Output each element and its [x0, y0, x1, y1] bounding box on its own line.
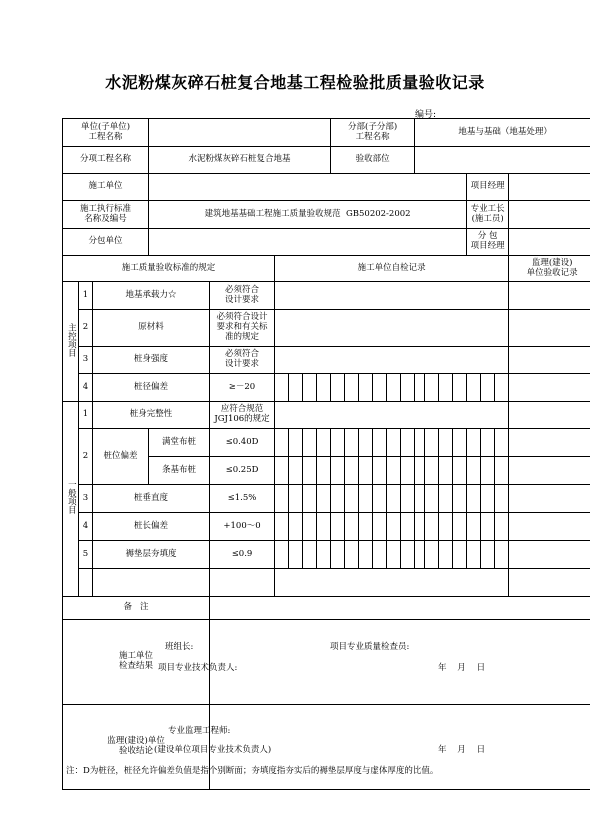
supervisor-cell[interactable]	[509, 457, 590, 485]
check-cell[interactable]	[345, 513, 359, 541]
check-cell[interactable]	[425, 513, 439, 541]
supervisor-cell[interactable]	[509, 569, 590, 597]
check-cell[interactable]	[317, 374, 331, 402]
main-item-row	[63, 310, 590, 347]
check-cell[interactable]	[467, 429, 481, 457]
check-cell[interactable]	[415, 485, 425, 513]
check-cell[interactable]	[317, 457, 331, 485]
construction-result-area[interactable]	[210, 620, 590, 705]
main-item-row	[63, 347, 590, 374]
check-cell[interactable]	[401, 429, 415, 457]
item-requirement: ≤1.5%	[210, 485, 275, 513]
item-no: 4	[79, 513, 93, 541]
check-cell[interactable]	[401, 374, 415, 402]
supervisor-cell[interactable]	[509, 374, 590, 402]
check-cell[interactable]	[401, 485, 415, 513]
check-cell[interactable]	[359, 513, 373, 541]
team-leader-label: 班组长:	[165, 642, 194, 652]
check-cell[interactable]	[289, 513, 303, 541]
check-cell[interactable]	[387, 485, 401, 513]
check-cell[interactable]	[303, 374, 317, 402]
remarks-label: 备 注	[63, 597, 210, 620]
item-requirement: ≤0.25D	[210, 457, 275, 485]
check-cell[interactable]	[289, 429, 303, 457]
owner-rep-label: (建设单位项目专业技术负责人)	[154, 745, 272, 755]
check-cell[interactable]	[467, 485, 481, 513]
check-cell[interactable]	[317, 485, 331, 513]
check-cell[interactable]	[439, 429, 453, 457]
check-cell[interactable]	[387, 541, 401, 569]
item-name: 桩垂直度	[93, 485, 210, 513]
supervisor-cell[interactable]	[509, 402, 590, 429]
unit-project-value[interactable]	[149, 119, 331, 147]
item-requirement: 必须符合设计 要求和有关标 准的规定	[210, 310, 275, 347]
construction-result-label: 施工单位 检查结果	[63, 620, 210, 705]
check-cell[interactable]	[415, 429, 425, 457]
item-no: 3	[79, 347, 93, 374]
check-cell[interactable]	[467, 374, 481, 402]
item-no: 2	[79, 310, 93, 347]
supervisor-cell[interactable]	[509, 485, 590, 513]
check-cell[interactable]	[453, 457, 467, 485]
check-cell[interactable]	[467, 541, 481, 569]
main-item-row	[63, 374, 590, 402]
check-cell[interactable]	[331, 513, 345, 541]
supervisor-column-header: 监理(建设) 单位验收记录	[509, 256, 590, 282]
subcontractor-label: 分包单位	[63, 229, 149, 256]
item-name	[93, 569, 210, 597]
self-check-cell[interactable]	[275, 347, 509, 374]
check-cell[interactable]	[495, 485, 509, 513]
remarks-value[interactable]	[210, 597, 590, 620]
check-cell[interactable]	[331, 485, 345, 513]
check-cell[interactable]	[345, 429, 359, 457]
check-cell[interactable]	[275, 429, 289, 457]
check-cell[interactable]	[303, 485, 317, 513]
general-item-row	[63, 402, 590, 429]
check-cell[interactable]	[359, 429, 373, 457]
check-cell[interactable]	[331, 374, 345, 402]
general-group-label: 一般项目	[63, 402, 79, 597]
general-item-row	[63, 429, 590, 457]
supervisor-cell[interactable]	[509, 282, 590, 310]
item-name: 桩身完整性	[93, 402, 210, 429]
supervisor-cell[interactable]	[509, 513, 590, 541]
doc-number-label: 编号:	[415, 110, 437, 120]
check-cell[interactable]	[345, 374, 359, 402]
item-requirement: 必须符合 设计要求	[210, 282, 275, 310]
check-cell[interactable]	[289, 374, 303, 402]
standard-label: 施工执行标准 名称及编号	[63, 201, 149, 229]
sub-item-label: 分项工程名称	[63, 147, 149, 174]
check-cell[interactable]	[495, 457, 509, 485]
acceptance-part-label: 验收部位	[331, 147, 415, 174]
check-cell[interactable]	[387, 429, 401, 457]
check-cell[interactable]	[481, 457, 495, 485]
check-cell[interactable]	[439, 485, 453, 513]
check-cell[interactable]	[495, 541, 509, 569]
sub-pm-label: 分 包 项目经理	[467, 229, 509, 256]
check-cell[interactable]	[415, 513, 425, 541]
tech-lead-label: 项目专业技术负责人:	[158, 663, 238, 673]
supervisor-cell[interactable]	[509, 347, 590, 374]
check-cell[interactable]	[481, 513, 495, 541]
check-cell[interactable]	[453, 429, 467, 457]
construction-date: 年 月 日	[438, 663, 486, 673]
self-check-cell[interactable]	[275, 310, 509, 347]
supervisor-cell[interactable]	[509, 310, 590, 347]
general-item-row	[63, 541, 590, 569]
general-item-row	[63, 513, 590, 541]
sub-item-name: 满堂布桩	[149, 429, 210, 457]
standard-value[interactable]: 建筑地基基础工程施工质量验收规范 GB50202-2002	[149, 201, 467, 229]
unit-project-label: 单位(子单位) 工程名称	[63, 119, 149, 147]
item-name: 褥垫层夯填度	[93, 541, 210, 569]
check-cell[interactable]	[425, 485, 439, 513]
supervision-date: 年 月 日	[438, 745, 486, 755]
check-cell[interactable]	[373, 513, 387, 541]
check-cell[interactable]	[415, 374, 425, 402]
item-requirement: 应符合规范 JGJ106的规定	[210, 402, 275, 429]
check-cell[interactable]	[345, 457, 359, 485]
main-item-row	[63, 282, 590, 310]
check-cell[interactable]	[317, 541, 331, 569]
check-cell[interactable]	[359, 457, 373, 485]
check-cell[interactable]	[331, 429, 345, 457]
check-cell[interactable]	[359, 541, 373, 569]
check-cell[interactable]	[373, 429, 387, 457]
sub-item-name: 条基布桩	[149, 457, 210, 485]
spec-column-header: 施工质量验收标准的规定	[63, 256, 275, 282]
sub-item-value[interactable]: 水泥粉煤灰碎石桩复合地基	[149, 147, 331, 174]
check-cell[interactable]	[303, 513, 317, 541]
check-cell[interactable]	[415, 541, 425, 569]
check-cell[interactable]	[425, 374, 439, 402]
check-cell[interactable]	[425, 457, 439, 485]
check-cell[interactable]	[481, 374, 495, 402]
sub-division-label: 分部(子分部) 工程名称	[331, 119, 415, 147]
supervision-conclusion-label: 监理(建设)单位 验收结论	[63, 705, 210, 790]
acceptance-part-value[interactable]	[415, 147, 590, 174]
item-no	[79, 569, 93, 597]
general-item-row	[63, 569, 590, 597]
item-name: 地基承载力☆	[93, 282, 210, 310]
check-cell[interactable]	[481, 485, 495, 513]
check-cell[interactable]	[453, 374, 467, 402]
item-requirement: ≤0.9	[210, 541, 275, 569]
check-cell[interactable]	[439, 513, 453, 541]
item-name: 桩长偏差	[93, 513, 210, 541]
check-cell[interactable]	[275, 485, 289, 513]
sub-pm-value[interactable]	[509, 229, 590, 256]
item-requirement: ≤0.40D	[210, 429, 275, 457]
item-no: 2	[79, 429, 93, 485]
check-cell[interactable]	[345, 485, 359, 513]
check-cell[interactable]	[275, 457, 289, 485]
self-check-cell[interactable]	[275, 282, 509, 310]
check-cell[interactable]	[481, 541, 495, 569]
check-cell[interactable]	[303, 457, 317, 485]
item-requirement	[210, 569, 275, 597]
item-name: 原材料	[93, 310, 210, 347]
quality-inspector-label: 项目专业质量检查员:	[330, 642, 410, 652]
check-cell[interactable]	[373, 485, 387, 513]
check-cell[interactable]	[275, 513, 289, 541]
self-check-cell[interactable]	[275, 402, 509, 429]
check-cell[interactable]	[467, 513, 481, 541]
subcontractor-value[interactable]	[149, 229, 467, 256]
check-cell[interactable]	[303, 541, 317, 569]
self-check-column-header: 施工单位自检记录	[275, 256, 509, 282]
check-cell[interactable]	[289, 485, 303, 513]
main-group-label: 主控项目	[63, 282, 79, 402]
sub-division-value[interactable]: 地基与基础（地基处理）	[415, 119, 590, 147]
check-cell[interactable]	[439, 541, 453, 569]
supervisor-cell[interactable]	[509, 429, 590, 457]
foreman-label: 专业工长 (施工员)	[467, 201, 509, 229]
item-no: 3	[79, 485, 93, 513]
supervising-engineer-label: 专业监理工程师:	[168, 726, 231, 736]
check-cell[interactable]	[373, 541, 387, 569]
check-cell[interactable]	[289, 457, 303, 485]
check-cell[interactable]	[387, 457, 401, 485]
check-cell[interactable]	[303, 429, 317, 457]
check-cell[interactable]	[387, 513, 401, 541]
check-cell[interactable]	[317, 429, 331, 457]
check-cell[interactable]	[425, 541, 439, 569]
check-cell[interactable]	[439, 457, 453, 485]
check-cell[interactable]	[467, 457, 481, 485]
item-no: 5	[79, 541, 93, 569]
check-cell[interactable]	[401, 513, 415, 541]
check-cell[interactable]	[345, 541, 359, 569]
construction-unit-label: 施工单位	[63, 174, 149, 201]
check-cell[interactable]	[495, 513, 509, 541]
check-cell[interactable]	[359, 485, 373, 513]
acceptance-form	[62, 118, 590, 790]
check-cell[interactable]	[453, 541, 467, 569]
check-cell[interactable]	[453, 485, 467, 513]
item-name: 桩身强度	[93, 347, 210, 374]
item-requirement: +100～0	[210, 513, 275, 541]
item-no: 1	[79, 402, 93, 429]
self-check-cell[interactable]	[275, 569, 509, 597]
check-cell[interactable]	[439, 374, 453, 402]
check-cell[interactable]	[331, 541, 345, 569]
check-cell[interactable]	[275, 541, 289, 569]
project-manager-label: 项目经理	[467, 174, 509, 201]
check-cell[interactable]	[387, 374, 401, 402]
check-cell[interactable]	[401, 457, 415, 485]
check-cell[interactable]	[275, 374, 289, 402]
check-cell[interactable]	[331, 457, 345, 485]
check-cell[interactable]	[481, 429, 495, 457]
check-cell[interactable]	[495, 374, 509, 402]
item-name: 桩径偏差	[93, 374, 210, 402]
footnote: 注：D为桩径，桩径允许偏差负值是指个别断面；夯填度指夯实后的褥垫层厚度与虚体厚度的比值。	[66, 766, 439, 776]
check-cell[interactable]	[317, 513, 331, 541]
item-no: 4	[79, 374, 93, 402]
item-requirement: 必须符合 设计要求	[210, 347, 275, 374]
construction-unit-value[interactable]	[149, 174, 467, 201]
foreman-value[interactable]	[509, 201, 590, 229]
general-item-row	[63, 485, 590, 513]
check-cell[interactable]	[359, 374, 373, 402]
item-name: 桩位偏差	[93, 429, 149, 485]
supervisor-cell[interactable]	[509, 541, 590, 569]
check-cell[interactable]	[425, 429, 439, 457]
page-title: 水泥粉煤灰碎石桩复合地基工程检验批质量验收记录	[105, 73, 485, 92]
check-cell[interactable]	[401, 541, 415, 569]
check-cell[interactable]	[495, 429, 509, 457]
project-manager-value[interactable]	[509, 174, 590, 201]
item-requirement: ≥－20	[210, 374, 275, 402]
check-cell[interactable]	[373, 374, 387, 402]
check-cell[interactable]	[453, 513, 467, 541]
check-cell[interactable]	[373, 457, 387, 485]
item-no: 1	[79, 282, 93, 310]
check-cell[interactable]	[415, 457, 425, 485]
check-cell[interactable]	[289, 541, 303, 569]
